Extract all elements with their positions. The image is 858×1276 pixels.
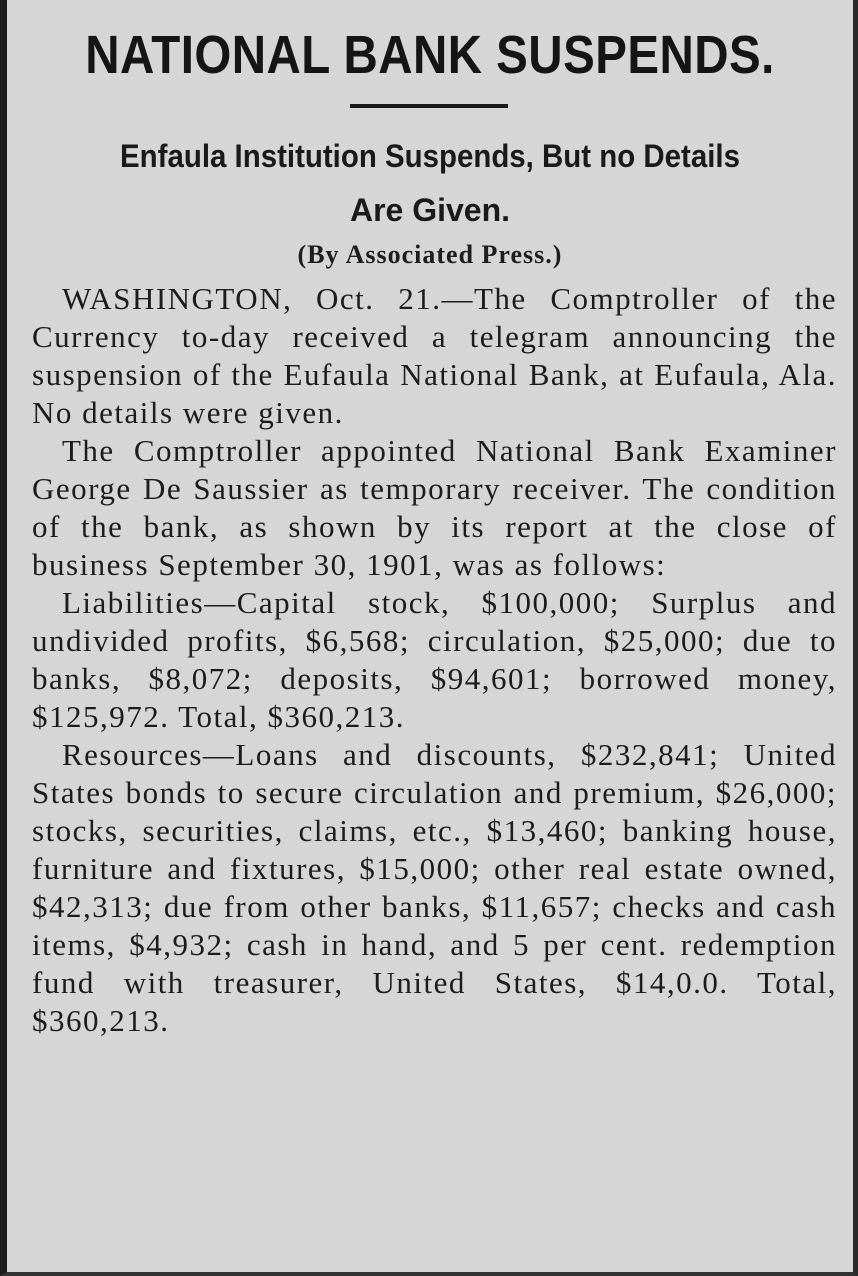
subheadline-line-2: Are Given.: [349, 192, 511, 228]
byline: (By Associated Press.): [297, 240, 563, 269]
headline: NATIONAL BANK SUSPENDS.: [85, 25, 775, 85]
paragraph-resources: Resources—Loans and discounts, $232,841; United States bonds to secure circulation and premium, $26,000; stocks, securities, claims, etc., $13,460; banking house, furniture and fixtures, $15,000; other real estate owned, $42,313; due from other banks, $11,657; checks and cash items, $4,932; cash in hand, and 5 per cent. redemption fund with treasurer, United States, $14,0.0. Total, $360,213.: [32, 737, 837, 1038]
subheadline-line-1: Enfaula Institution Suspends, But no Details: [120, 138, 740, 174]
headline-divider: [350, 104, 508, 108]
article-body: [32, 280, 837, 1040]
paragraph-dateline: WASHINGTON, Oct. 21.—The Comptroller of the Currency to-day received a telegram announcing the suspension of the Eufaula National Bank, at Eufaula, Ala. No details were given.: [32, 281, 837, 430]
paragraph-receiver: The Comptroller appointed National Bank Examiner George De Saussier as temporary receiver. The condition of the bank, as shown by its report at the close of business September 30, 1901, was as follows:: [32, 433, 837, 582]
paragraph-liabilities: Liabilities—Capital stock, $100,000; Surplus and undivided profits, $6,568; circulation, $25,000; due to banks, $8,072; deposits, $94,601; borrowed money, $125,972. Total, $360,213.: [32, 585, 837, 734]
